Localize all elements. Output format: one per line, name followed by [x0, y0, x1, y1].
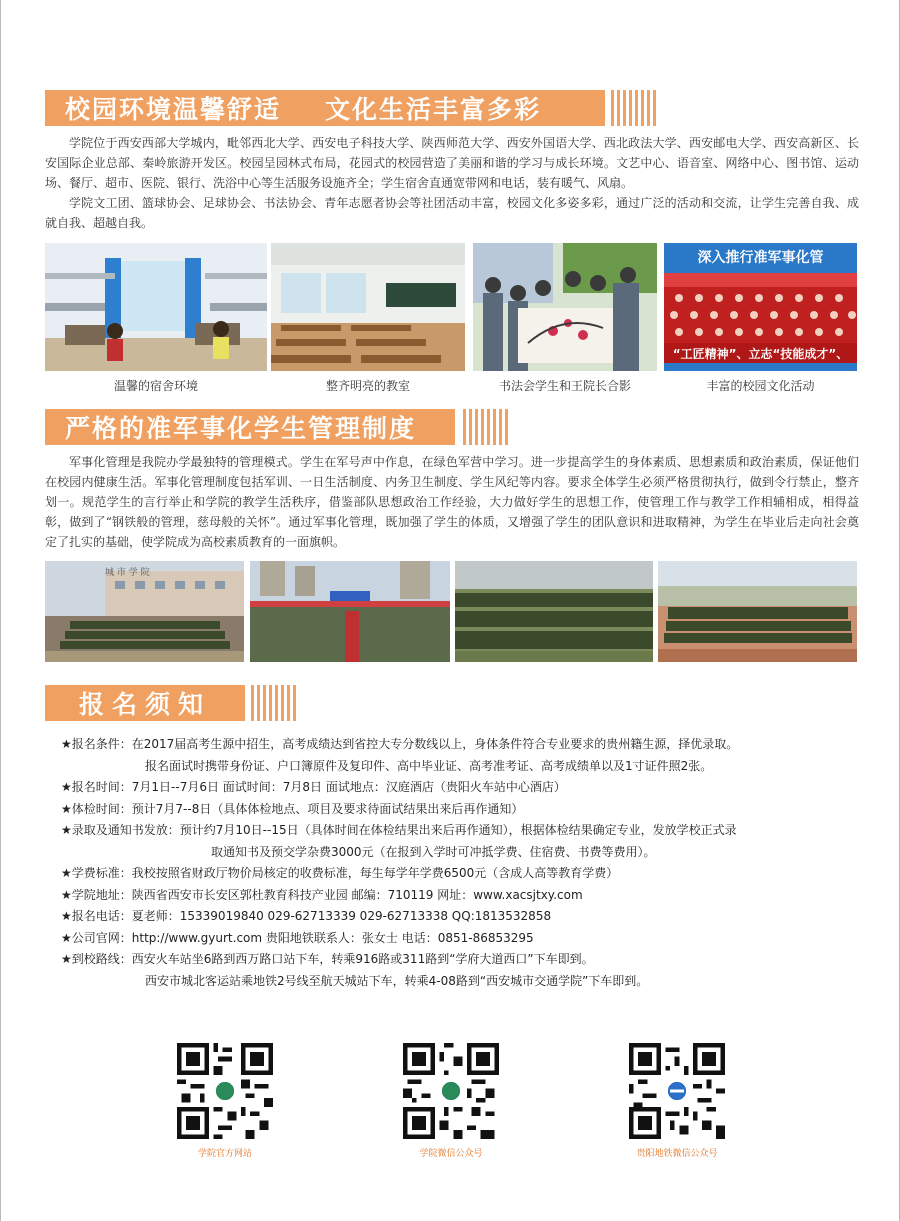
section2-banner [45, 409, 455, 445]
notice-admission-cont: 取通知书及预交学杂费3000元（在报到入学时可冲抵学费、住宿费、书费等费用）。 [211, 844, 656, 859]
section3-banner [45, 685, 245, 721]
section1-banner [45, 90, 605, 126]
qr-code-wechat-metro[interactable] [629, 1043, 725, 1139]
activity-banner-top: 深入推行准军事化管 [697, 250, 824, 266]
caption-classroom: 整齐明亮的教室 [325, 379, 410, 393]
photo-calligraphy-group [473, 243, 657, 371]
photo-drill-march [455, 561, 653, 662]
qr-caption-official-site: 学院官方网站 [197, 1149, 252, 1159]
building-sign: 城 市 学 院 [105, 568, 150, 578]
notice-registration-time: ★报名时间：7月1日--7月6日 面试时间：7月8日 面试地点：汉庭酒店（贵阳火车站中心酒店） [61, 780, 566, 794]
caption-cultural: 丰富的校园文化活动 [706, 379, 815, 393]
notice-conditions: ★报名条件：在2017届高考生源中招生，高考成绩达到省控大专分数线以上，身体条件符合专业要求的贵州籍生源，择优录取。 [61, 737, 739, 751]
notice-list [61, 734, 861, 992]
photo-classroom [271, 243, 465, 371]
photo-drill-field [658, 561, 857, 662]
section1-paragraph-1: 学院位于西安西部大学城内，毗邻西北大学、西安电子科技大学、陕西师范大学、西安外国语大学、西北政法大学、西安邮电大学、西安高新区、长安国际企业总部、秦岭旅游开发区。校园呈园林式布局，花园式的校园营造了美丽和谐的学习与成长环境。文艺中心、语音室、网络中心、图书馆、运动场、餐厅、超市、医院、银行、洗浴中心等生活服务设施齐全；学生宿舍直通宽带网和电话，装有暖气、风扇。 [45, 136, 859, 190]
caption-calligraphy: 书法会学生和王院长合影 [498, 379, 631, 393]
photo-drill-building [45, 561, 244, 662]
section2-title: 严格的准军事化学生管理制度 [65, 414, 417, 443]
qr-caption-wechat-college: 学院微信公众号 [419, 1149, 483, 1159]
notice-medical-exam: ★体检时间：预计7月7--8日（具体体检地点、项目及要求待面试结果出来后再作通知） [61, 801, 524, 816]
caption-dormitory: 温馨的宿舍环境 [113, 379, 198, 393]
photo-dormitory [45, 243, 267, 371]
notice-admission: ★录取及通知书发放：预计约7月10日--15日（具体时间在体检结果出来后再作通知），根据体检结果确定专业，发放学校正式录 [61, 823, 737, 837]
section1-title-a: 校园环境温馨舒适 [65, 95, 282, 124]
activity-banner-bottom: “工匠精神”、立志“技能成才”、 [672, 347, 849, 361]
notice-documents: 报名面试时携带身份证、户口簿原件及复印件、高中毕业证、高考准考证、高考成绩单以及1寸证件照2张。 [145, 758, 713, 773]
section1-paragraph-2: 学院文工团、篮球协会、足球协会、书法协会、青年志愿者协会等社团活动丰富，校园文化多姿多彩，通过广泛的活动和交流，让学生完善自我、成就自我、超越自我。 [45, 196, 859, 230]
notice-phone: ★报名电话：夏老师：15339019840 029-62713339 029-62713338 QQ:1813532858 [61, 909, 552, 923]
section3-stripes [251, 685, 296, 721]
section3-title: 报名须知 [79, 690, 212, 719]
qr-caption-wechat-metro: 贵阳地铁微信公众号 [636, 1149, 718, 1159]
photo-cultural-activity [664, 243, 857, 371]
notice-route-cont: 西安市城北客运站乘地铁2号线至航天城站下车，转乘4-08路到“西安城市交通学院”下车即到。 [145, 973, 649, 988]
notice-address: ★学院地址：陕西省西安市长安区郭杜教育科技产业园 邮编：710119 网址：www.xacsjtxy.com [61, 887, 583, 902]
section1-stripes [611, 90, 656, 126]
notice-route: ★到校路线：西安火车站坐6路到西万路口站下车，转乘916路或311路到“学府大道西口”下车即到。 [61, 952, 594, 966]
section2-paragraph: 军事化管理是我院办学最独特的管理模式。学生在军号声中作息，在绿色军营中学习。进一步提高学生的身体素质、思想素质和政治素质，保证他们在校园内健康生活。军事化管理制度包括军训、一日生活制度、内务卫生制度、学生风纪等内容。要求全体学生必须严格贯彻执行，做到令行禁止，整齐划一。规范学生的言行举止和学院的教学生活秩序，借鉴部队思想政治工作经验，大力做好学生的思想工作，使管理工作与教学工作相辅相成，相得益彰，做到了“钢铁般的管理，慈母般的关怀”。通过军事化管理，既加强了学生的体质，又增强了学生的团队意识和进取精神，为学生在毕业后走向社会奠定了扎实的基础，使学院成为高校素质教育的一面旗帜。 [45, 455, 859, 549]
qr-code-wechat-college[interactable] [403, 1043, 499, 1139]
section2-stripes [463, 409, 508, 445]
qr-code-official-site[interactable] [177, 1043, 273, 1139]
notice-tuition: ★学费标准：我校按照省财政厅物价局核定的收费标准，每生每学年学费6500元（含成人高等教育学费） [61, 866, 619, 880]
photo-drill-assembly [250, 561, 450, 662]
notice-company-site: ★公司官网：http://www.gyurt.com 贵阳地铁联系人：张女士 电话：0851-86853295 [61, 930, 534, 945]
section1-title-b: 文化生活丰富多彩 [325, 95, 542, 124]
